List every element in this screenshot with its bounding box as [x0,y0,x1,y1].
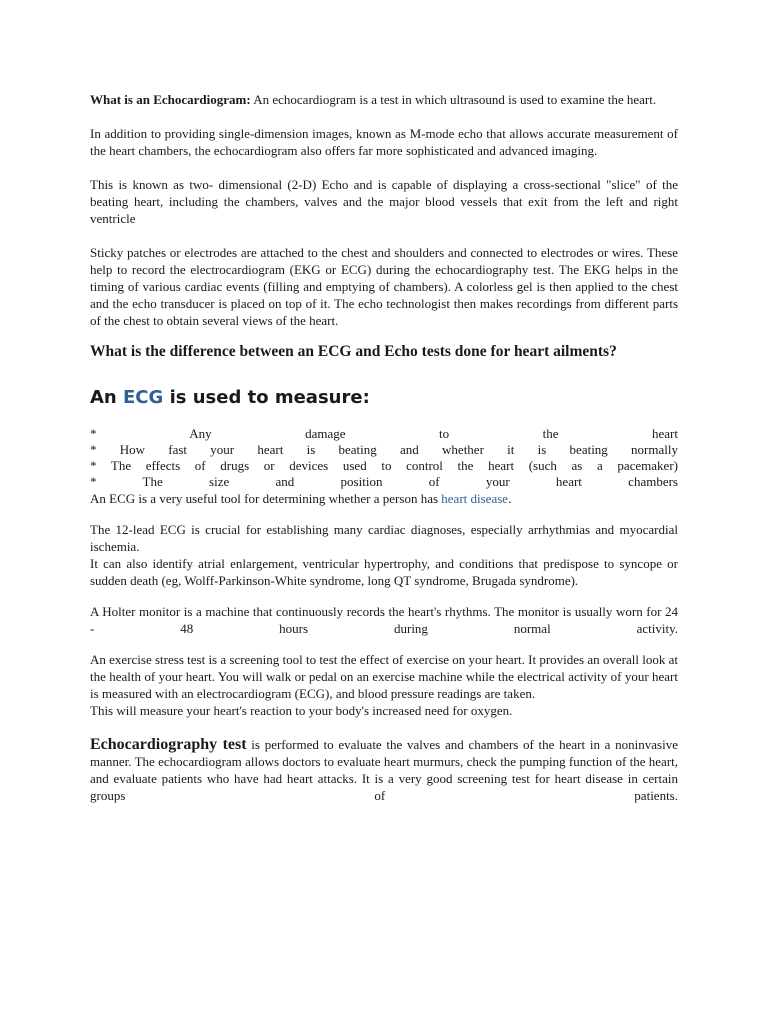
holter-paragraph: A Holter monitor is a machine that continuously records the heart's rhythms. The monitor is usually worn for 24 - 48 hours during normal activity. [90,604,678,636]
document-page [90,91,678,804]
electrodes-paragraph: Sticky patches or electrodes are attached to the chest and shoulders and connected to electrodes or wires. These help to record the electrocardiogram (EKG or ECG) during the echocardiography test. The EKG helps in the timing of various cardiac events (filling and emptying of chambers). A colorless gel is then applied to the chest and the echo transducer is placed on top of it. The echo technologist then makes recordings from different parts of the chest to obtain several views of the heart. [90,245,678,328]
stress-paragraph: An exercise stress test is a screening tool to test the effect of exercise on your heart. It provides an overall look at the health of your heart. You will walk or pedal on an exercise machine while the electrical activity of your heart is measured with an electrocardiogram (ECG), and blood pressure readings are taken. [90,652,678,701]
echo-test-paragraph [90,736,678,804]
echo-test-text: is performed to evaluate the valves and chambers of the heart in a noninvasive manner. The echocardiogram allows doctors to evaluate heart murmurs, check the pumping function of the heart, and evaluate patients who have had heart attacks. It is a very good screening test for heart disease in certain groups of patients. [90,737,678,803]
list-item: * How fast your heart is beating and whether it is beating normally [90,442,678,457]
twelve-lead-paragraph: The 12-lead ECG is crucial for establishing many cardiac diagnoses, especially arrhythmias and myocardial ischemia. [90,522,678,554]
ecg-heading-suffix: is used to measure: [163,387,370,408]
list-item: * Any damage to the heart [90,426,678,441]
intro-text: An echocardiogram is a test in which ultrasound is used to examine the heart. [250,92,657,107]
ecg-tool-end: . [508,491,512,506]
twod-paragraph: This is known as two- dimensional (2-D) Echo and is capable of displaying a cross-sectional "slice" of the beating heart, including the chambers, valves and the major blood vessels that exit from the left and right ventricle [90,177,678,226]
stress-paragraph-2: This will measure your heart's reaction to your body's increased need for oxygen. [90,703,513,718]
intro-paragraph [90,91,678,108]
question-heading: What is the difference between an ECG and Echo tests done for heart ailments? [90,343,617,360]
list-item: * The effects of drugs or devices used to control the heart (such as a pacemaker) [90,458,678,473]
ecg-heading [90,386,678,410]
heart-disease-link[interactable]: heart disease [441,491,509,506]
list-item: * The size and position of your heart chambers [90,474,678,489]
mmode-paragraph: In addition to providing single-dimension images, known as M-mode echo that allows accurate measurement of the heart chambers, the echocardiogram also offers far more sophisticated and advanced imaging. [90,126,678,158]
ecg-heading-prefix: An [90,387,124,408]
ecg-bullet-list [90,426,678,490]
ecg-tool-text: An ECG is a very useful tool for determining whether a person has [90,491,442,506]
ecg-tool-paragraph [90,490,678,507]
ecg-heading-accent: ECG [123,387,164,408]
twelve-lead-paragraph-2: It can also identify atrial enlargement, ventricular hypertrophy, and conditions that predispose to syncope or sudden death (eg, Wolff-Parkinson-White syndrome, long QT syndrome, Brugada syndrome). [90,556,678,588]
intro-heading: What is an Echocardiogram: [90,92,251,107]
echo-test-heading: Echocardiography test [90,736,247,753]
